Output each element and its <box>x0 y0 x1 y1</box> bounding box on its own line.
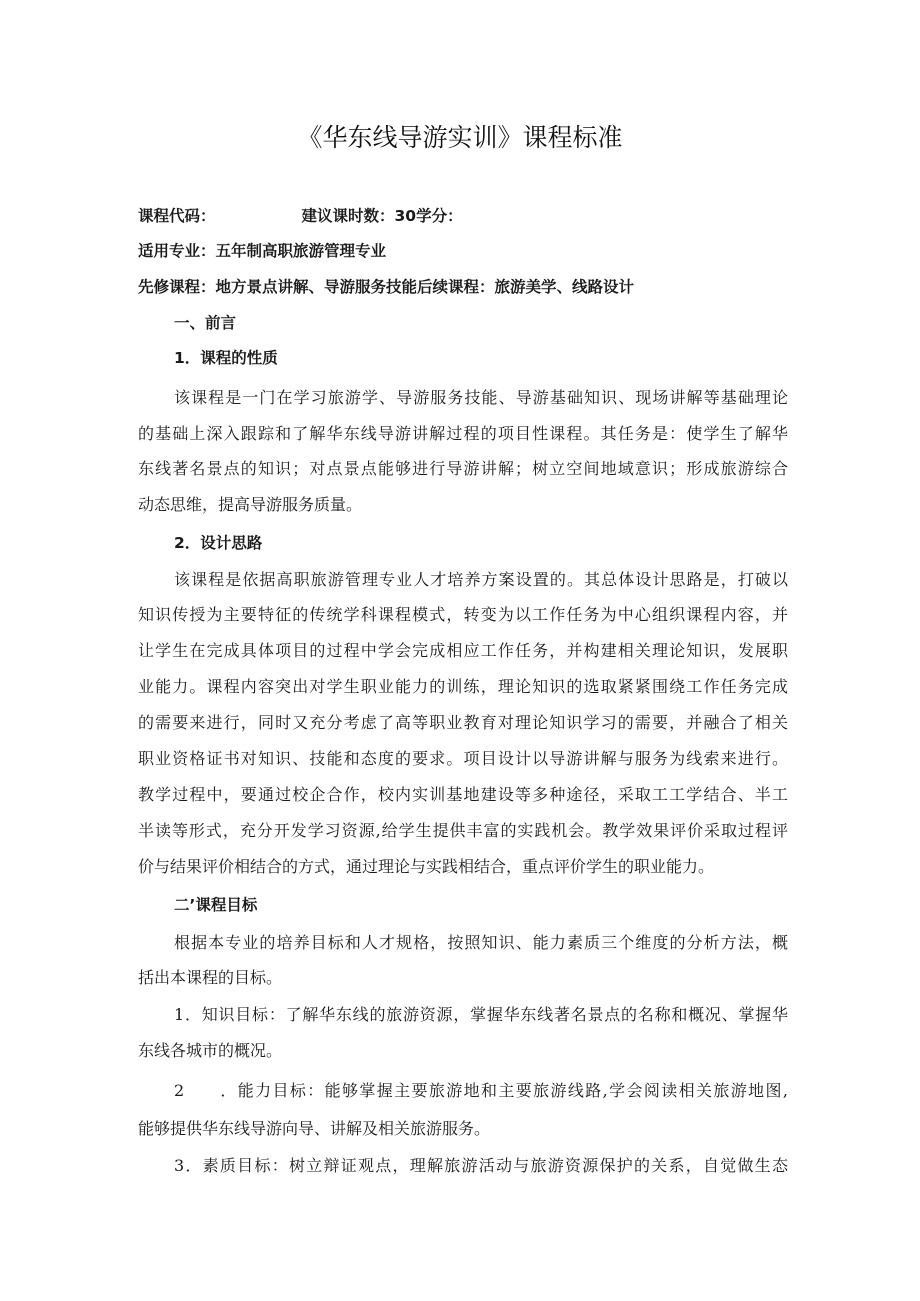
goal-quality-line: 3．素质目标：树立辩证观点，理解旅游活动与旅游资源保护的关系，自觉做生态 <box>174 1156 788 1175</box>
paragraph-line: 半读等形式，充分开发学习资源,给学生提供丰富的实践机会。教学效果评价采取过程评 <box>138 821 788 840</box>
paragraph-line: 价与结果评价相结合的方式，通过理论与实践相结合，重点评价学生的职业能力。 <box>138 857 715 876</box>
paragraph-line: 知识传授为主要特征的传统学科课程模式，转变为以工作任务为中心组织课程内容，并 <box>138 605 788 624</box>
paragraph-line: 的基础上深入跟踪和了解华东线导游讲解过程的项目性课程。其任务是：使学生了解华 <box>138 424 788 443</box>
paragraph-line: 业能力。课程内容突出对学生职业能力的训练，理论知识的选取紧紧围绕工作任务完成 <box>138 677 788 696</box>
paragraph-line: 根据本专业的培养目标和人才规格，按照知识、能力素质三个维度的分析方法，概 <box>174 933 788 952</box>
paragraph-line: 教学过程中，要通过校企合作，校内实训基地建设等多种途径，采取工工学结合、半工 <box>138 785 788 804</box>
document-title: 《华东线导游实训》课程标准 <box>297 123 623 152</box>
section-1-2-heading: 2．设计思路 <box>174 534 263 552</box>
paragraph-line: 的需要来进行，同时又充分考虑了高等职业教育对理论知识学习的需要，并融合了相关 <box>138 713 788 732</box>
goal-knowledge-line: 东线各城市的概况。 <box>138 1041 283 1060</box>
course-code-row <box>138 206 798 226</box>
section-1-heading: 一、前言 <box>174 314 237 332</box>
applicable-major: 适用专业：五年制高职旅游管理专业 <box>138 242 387 260</box>
paragraph-line: 括出本课程的目标。 <box>138 968 283 987</box>
section-1-1-heading: 1．课程的性质 <box>174 349 278 367</box>
paragraph-line: 职业资格证书对知识、技能和态度的要求。项目设计以导游讲解与服务为线索来进行。 <box>138 749 788 768</box>
paragraph-line: 该课程是一门在学习旅游学、导游服务技能、导游基础知识、现场讲解等基础理论 <box>174 388 788 407</box>
paragraph-line: 该课程是依据高职旅游管理专业人才培养方案设置的。其总体设计思路是，打破以 <box>174 570 788 589</box>
prerequisite-courses: 先修课程：地方景点讲解、导游服务技能后续课程：旅游美学、线路设计 <box>138 278 635 296</box>
paragraph-line: 让学生在完成具体项目的过程中学会完成相应工作任务，并构建相关理论知识，发展职 <box>138 641 788 660</box>
course-code-label: 课程代码： <box>138 207 216 225</box>
goal-ability-line: 2 ．能力目标：能够掌握主要旅游地和主要旅游线路,学会阅读相关旅游地图, <box>174 1081 788 1100</box>
goal-ability-line: 能够提供华东线导游向导、讲解及相关旅游服务。 <box>138 1119 491 1138</box>
paragraph-line: 东线著名景点的知识；对点景点能够进行导游讲解；树立空间地域意识；形成旅游综合 <box>138 459 788 478</box>
paragraph-line: 动态思维，提高导游服务质量。 <box>138 495 363 514</box>
goal-knowledge-line: 1．知识目标：了解华东线的旅游资源，掌握华东线著名景点的名称和概况、掌握华 <box>174 1005 788 1024</box>
course-hours-label: 建议课时数：30学分： <box>301 207 463 225</box>
section-2-heading: 二’课程目标 <box>174 896 258 914</box>
